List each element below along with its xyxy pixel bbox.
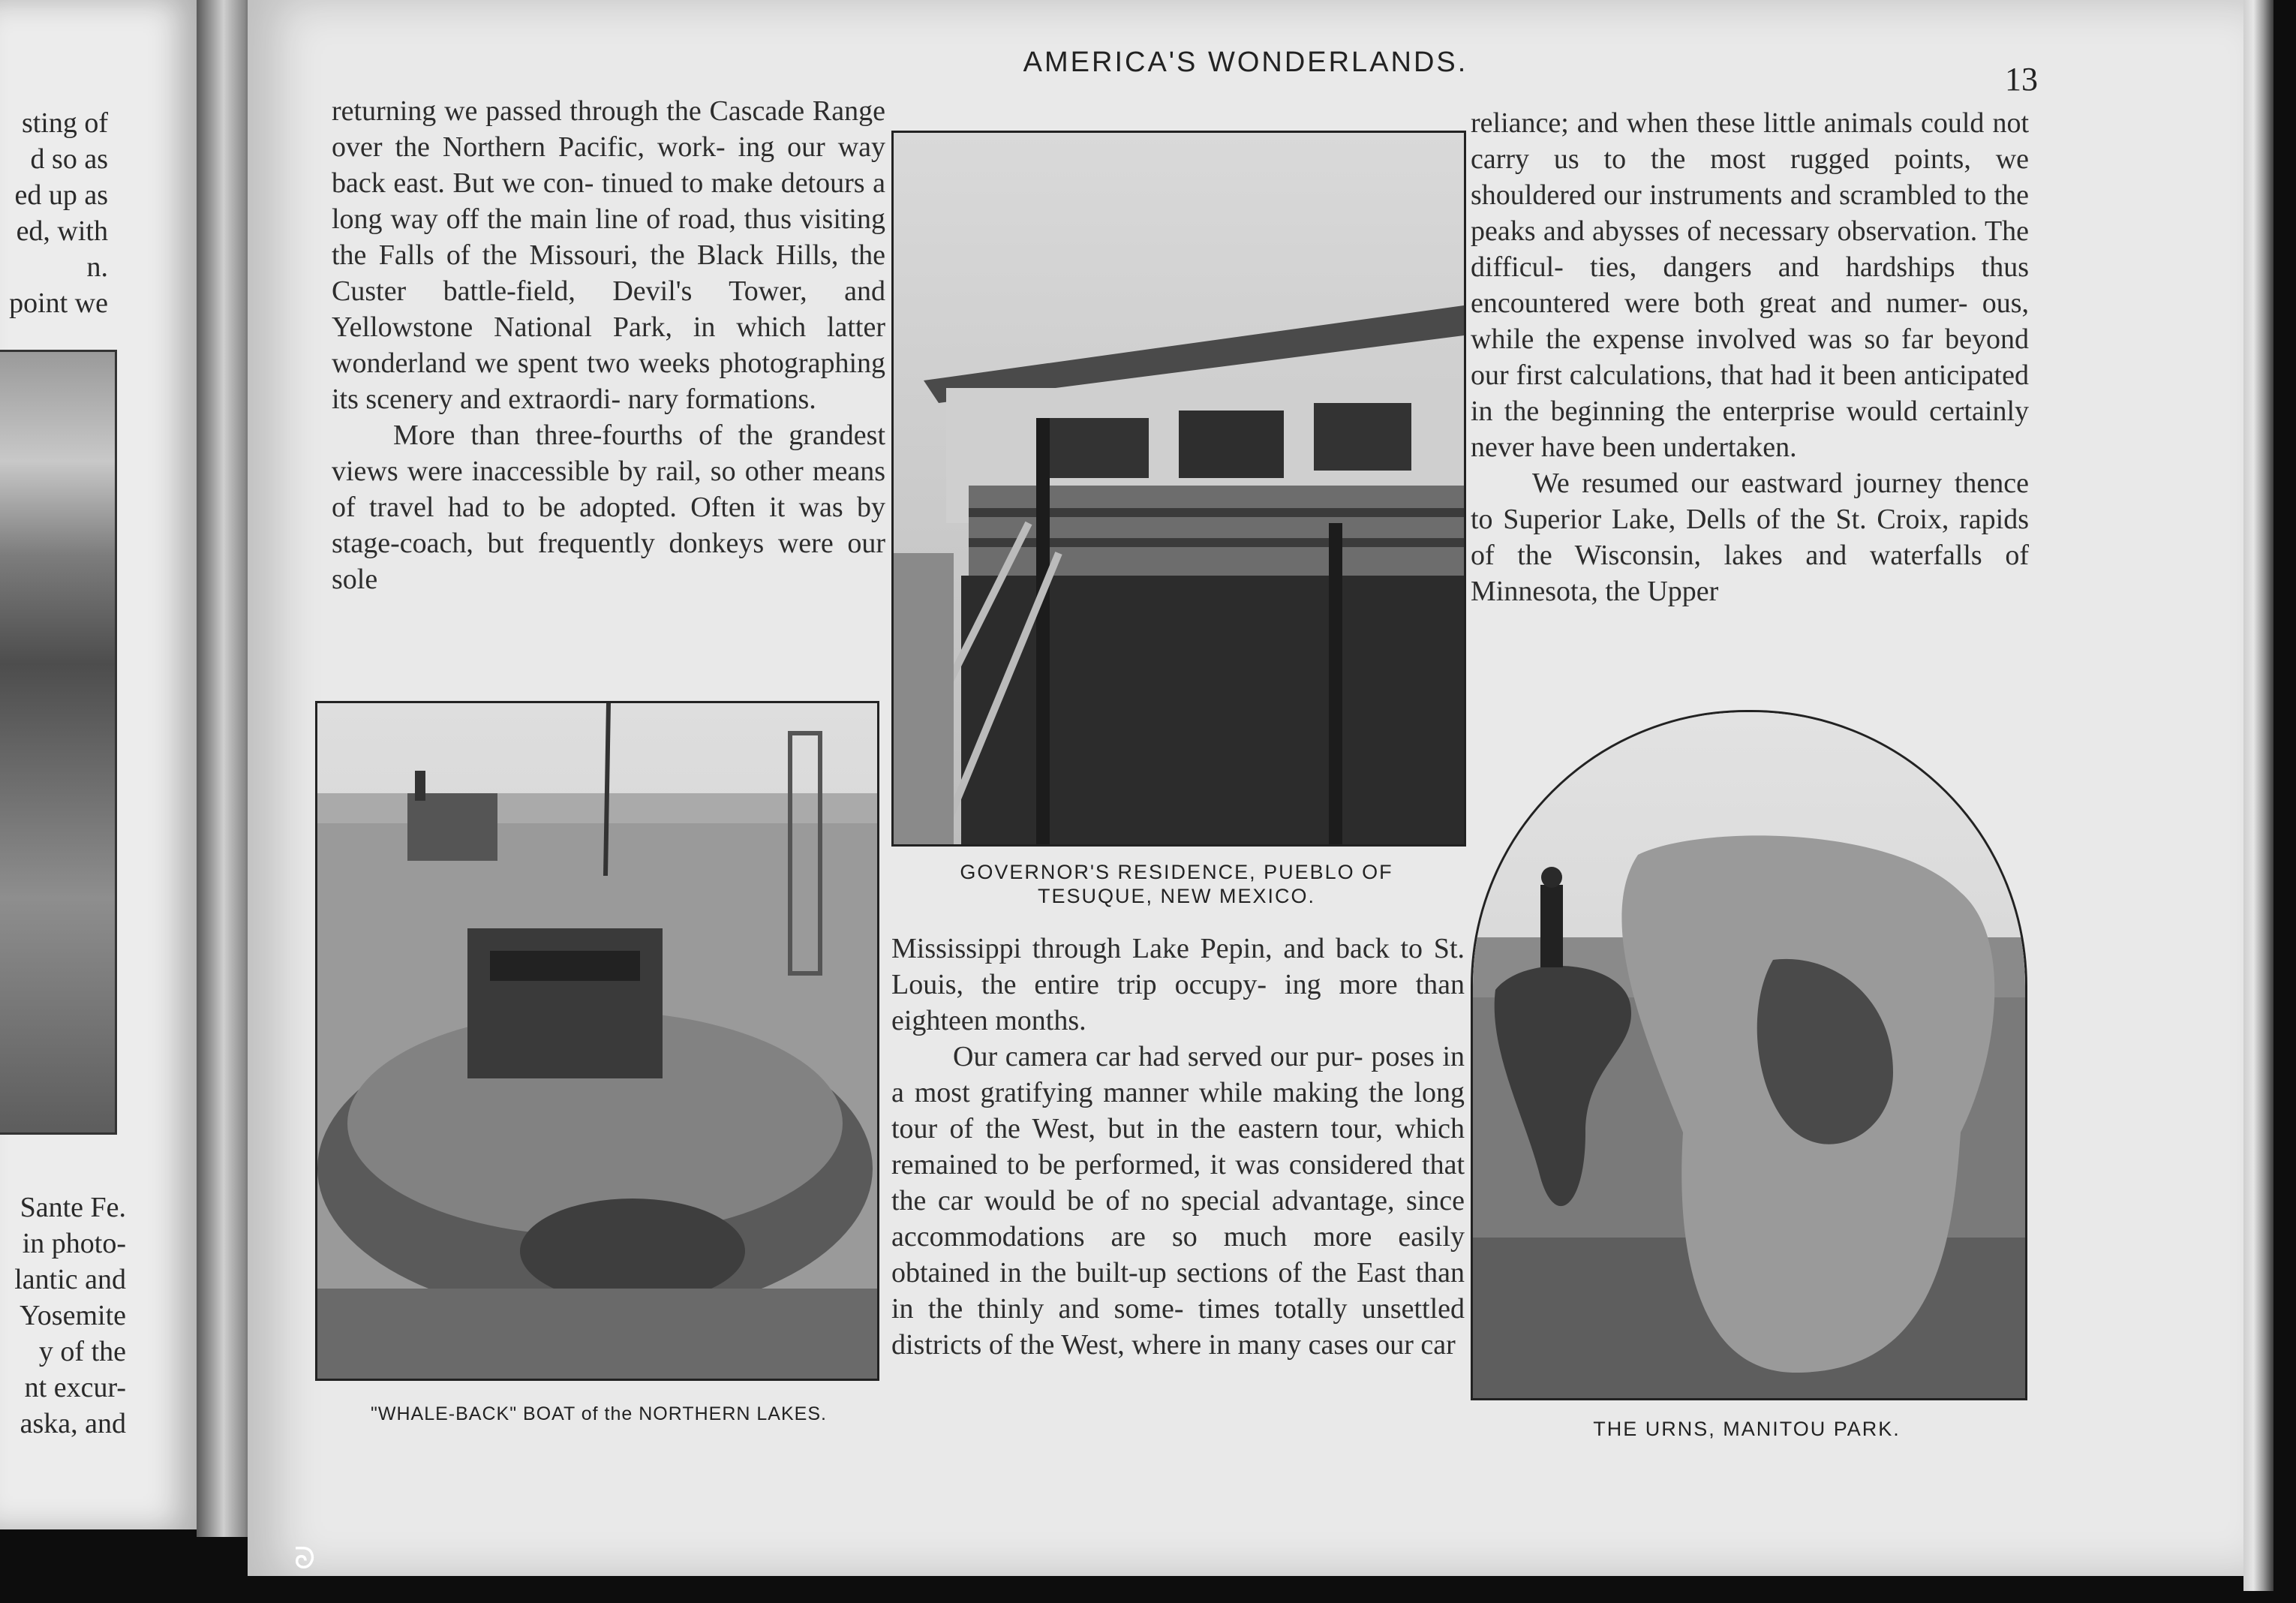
text-line: ed, with (16, 215, 108, 247)
text-line: ous, while the expense involved was so (1471, 287, 2029, 355)
text-line: sting of (21, 107, 108, 139)
governors-residence-caption (891, 860, 1462, 908)
paragraph (332, 93, 885, 417)
left-page (0, 0, 201, 1529)
book-page (248, 0, 2243, 1576)
text-line: have been undertaken. (1540, 432, 1797, 463)
paragraph (891, 1039, 1465, 1363)
text-line: grandest views were inaccessible by (332, 420, 885, 487)
text-line: More than three-fourths of the (393, 420, 774, 451)
text-line: had it been anticipated in the beginning (1471, 359, 2029, 427)
text-line: be performed, it was considered that the (891, 1149, 1465, 1217)
text-line: Sante Fe. (20, 1192, 126, 1223)
text-line: ing more than eighteen months. (891, 969, 1465, 1036)
text-line: Range over the Northern Pacific, work- (332, 95, 885, 163)
text-line: could not carry us to the most rugged (1471, 107, 2029, 175)
text-line: rail, so other means of travel had to be (332, 456, 885, 523)
text-line: encountered were both great and numer- (1471, 287, 1968, 319)
photo-image (1473, 712, 2025, 1398)
governors-residence-photo (891, 131, 1466, 847)
text-line: aska, and (20, 1408, 126, 1439)
photo-image (894, 133, 1464, 844)
text-line: and waterfalls of Minnesota, the Upper (1471, 540, 2029, 607)
paragraph (891, 931, 1465, 1039)
text-line: St. Croix, rapids of the Wisconsin, lakes (1471, 504, 2029, 571)
text-line: point we (9, 287, 108, 319)
text-line: n. (86, 251, 108, 283)
text-line: the Custer battle-field, Devil's Tower, (332, 239, 886, 307)
text-line: nt excur- (24, 1372, 126, 1403)
text-line: in the eastern tour, which remained to (891, 1113, 1465, 1180)
text-line: d so as (30, 143, 108, 175)
film-mark-icon: ᘐ (294, 1541, 316, 1576)
text-line: and scrambled to the peaks and abysses (1471, 179, 2030, 247)
text-line: easily obtained in the built-up sections (891, 1221, 1465, 1289)
paragraph (1471, 105, 2029, 465)
text-line: in photo- (22, 1228, 126, 1259)
text-line: nary formations. (627, 383, 816, 415)
text-line: tinued to make detours a long way off (332, 167, 886, 235)
text-line: lantic and (14, 1264, 126, 1295)
paragraph (1471, 465, 2029, 609)
text-line: car would be of no special advantage, (937, 1185, 1395, 1217)
urns-caption: THE URNS, MANITOU PARK. (1593, 1418, 1901, 1440)
text-line: back to St. Louis, the entire trip occupy- (891, 933, 1465, 1000)
caption-line: GOVERNOR'S RESIDENCE, PUEBLO OF (960, 861, 1393, 883)
text-line: poses in a most gratifying manner while (891, 1041, 1465, 1108)
text-line: reliance; and when these little animals (1471, 107, 1913, 139)
text-line: Mississippi through Lake Pepin, and (891, 933, 1325, 964)
text-line: times totally unsettled districts of the (891, 1293, 1465, 1361)
text-line: points, we shouldered our instruments (1471, 143, 2030, 211)
text-line: the enterprise would certainly never (1471, 395, 2029, 463)
column-3-text (1471, 105, 2029, 609)
text-line: adopted. Often it was by stage-coach, (332, 492, 886, 559)
text-line: ties, dangers and hardships thus (1590, 251, 2029, 283)
left-page-photo (0, 350, 117, 1135)
text-line: the main line of road, thus visiting the (332, 203, 885, 271)
text-line: and Yellowstone National Park, in which (332, 275, 886, 343)
paragraph (332, 417, 885, 597)
text-line: We resumed our eastward journey (1532, 468, 1943, 499)
text-line: Falls of the Missouri, the Black Hills, (378, 239, 839, 271)
left-page-text-top (9, 105, 108, 321)
text-line: Our camera car had served our pur- (953, 1041, 1363, 1072)
whaleback-boat-caption: "WHALE-BACK" BOAT of the NORTHERN LAKES. (371, 1403, 827, 1424)
text-line: making the long tour of the West, but (891, 1077, 1465, 1144)
text-line: ed up as (14, 179, 108, 211)
text-line: returning we passed through the Cascade (332, 95, 805, 127)
column-1-text (332, 93, 885, 597)
urns-photo (1471, 710, 2027, 1400)
text-line: but frequently donkeys were our sole (332, 528, 886, 595)
text-line: photographing its scenery and extraordi- (332, 347, 886, 415)
text-line: far beyond our first calculations, that (1471, 323, 2030, 391)
text-line: latter wonderland we spent two weeks (332, 311, 886, 379)
page-edge (2243, 0, 2273, 1591)
column-2-text (891, 931, 1465, 1363)
text-line: ing our way back east. But we con- (332, 131, 885, 199)
running-header: AMERICA'S WONDERLANDS. (1023, 47, 1468, 78)
page-number: 13 (2005, 61, 2038, 98)
caption-line: TESUQUE, NEW MEXICO. (1037, 885, 1316, 907)
text-line: Yosemite (20, 1300, 126, 1331)
photo-image (317, 703, 877, 1379)
whaleback-boat-photo (315, 701, 879, 1381)
text-line: since accommodations are so much more (891, 1185, 1465, 1253)
text-line: y of the (38, 1336, 126, 1367)
text-line: thence to Superior Lake, Dells of the (1471, 468, 2029, 535)
text-line: of necessary observation. The difficul- (1471, 215, 2030, 283)
text-line: West, where in many cases our car (1061, 1329, 1456, 1361)
left-page-text-bottom (14, 1189, 126, 1442)
text-line: of the East than in the thinly and some- (891, 1257, 1465, 1325)
